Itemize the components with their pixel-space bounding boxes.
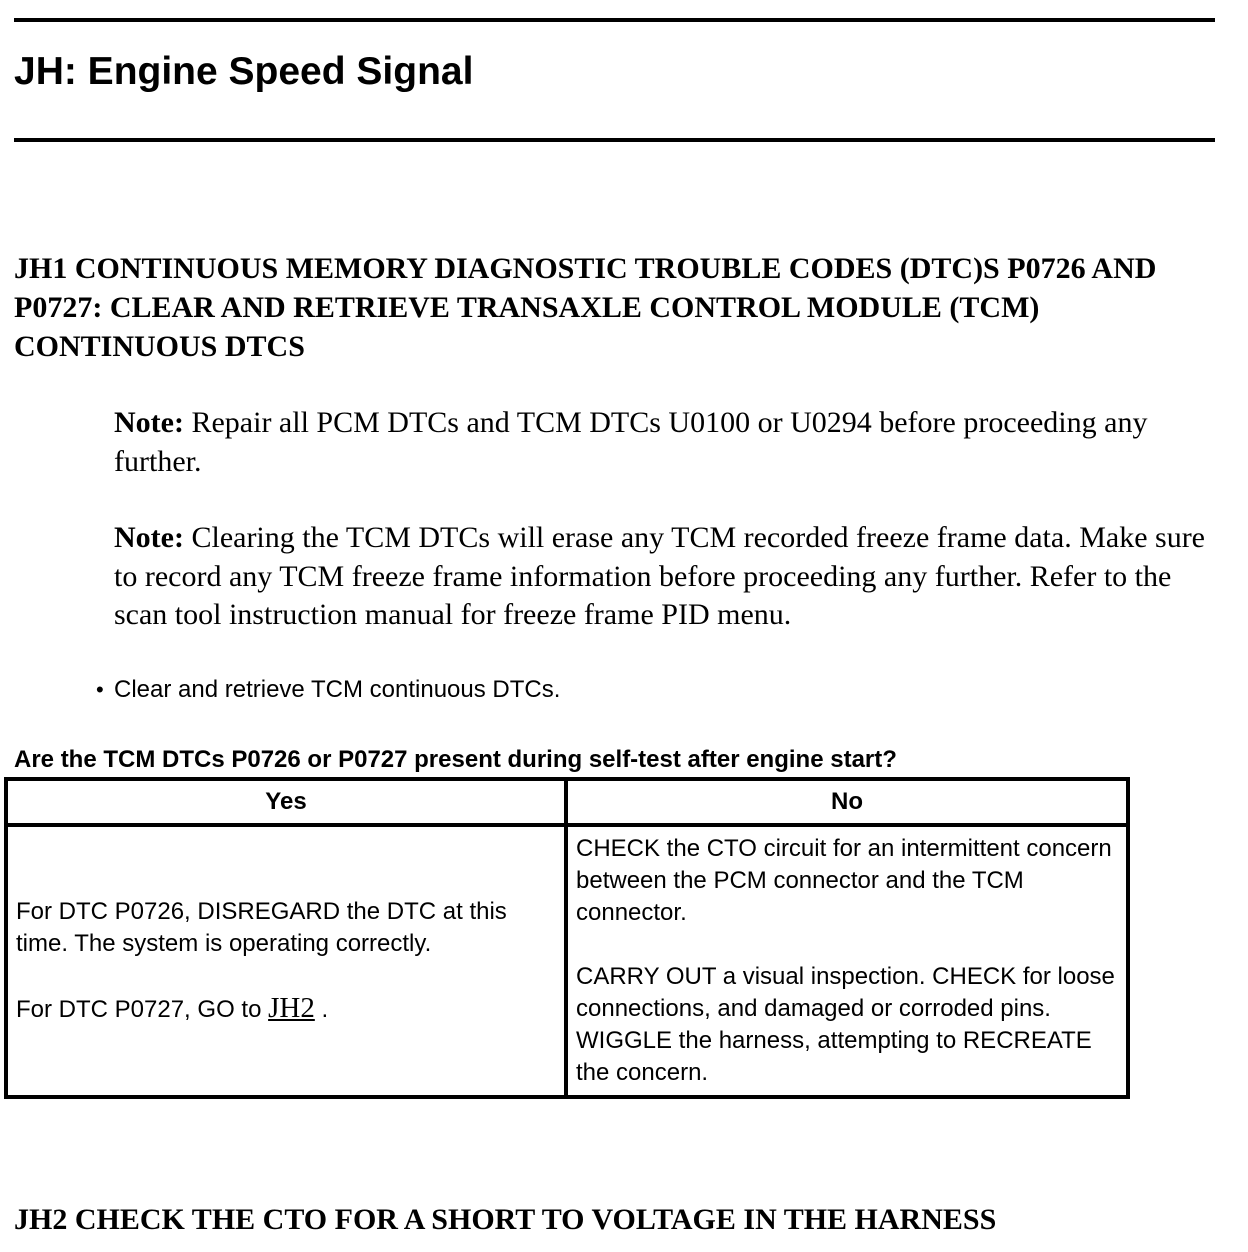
no-column-header: No bbox=[566, 779, 1128, 825]
title-top-rule bbox=[14, 18, 1215, 22]
no-cell bbox=[566, 825, 1128, 1097]
note-label: Note: bbox=[114, 521, 184, 554]
action-bullet bbox=[96, 675, 560, 705]
yes-p0727-instruction bbox=[16, 992, 556, 1026]
goto-suffix: . bbox=[314, 996, 329, 1023]
bullet-dot-icon: • bbox=[96, 677, 104, 702]
diagnostic-question: Are the TCM DTCs P0726 or P0727 present during self-test after engine start? bbox=[14, 746, 897, 773]
paragraph-gap bbox=[576, 929, 1118, 961]
yes-no-result-table bbox=[4, 777, 1130, 1099]
note-repair-dtcs bbox=[114, 404, 1224, 481]
note-label: Note: bbox=[114, 406, 184, 439]
table-row bbox=[6, 825, 1128, 1097]
jh1-heading: JH1 CONTINUOUS MEMORY DIAGNOSTIC TROUBLE CODES (DTC)S P0726 AND P0727: CLEAR AND RETRIEVE TRANSAXLE CONTROL MODULE (TCM) CONTINUOUS DTCS bbox=[14, 252, 1157, 363]
page-title: JH: Engine Speed Signal bbox=[14, 50, 474, 93]
jh2-heading: JH2 CHECK THE CTO FOR A SHORT TO VOLTAGE IN THE HARNESS bbox=[14, 1203, 997, 1236]
title-bottom-rule bbox=[14, 138, 1215, 142]
yes-p0726-instruction: For DTC P0726, DISREGARD the DTC at this time. The system is operating correctly. bbox=[16, 898, 507, 957]
yes-cell bbox=[6, 825, 566, 1097]
no-visual-inspection-instruction: CARRY OUT a visual inspection. CHECK for loose connections, and damaged or corroded pins. WIGGLE the harness, attempting to RECREATE the concern. bbox=[576, 963, 1115, 1086]
note-freeze-frame bbox=[114, 519, 1224, 635]
no-check-cto-instruction: CHECK the CTO circuit for an intermittent concern between the PCM connector and the TCM connector. bbox=[576, 835, 1112, 926]
table-header-row bbox=[6, 779, 1128, 825]
paragraph-gap bbox=[16, 960, 556, 992]
note-text: Clearing the TCM DTCs will erase any TCM recorded freeze frame data. Make sure to record any TCM freeze frame information before proceeding any further. Refer to the scan tool instruction manual for freeze frame PID menu. bbox=[114, 521, 1205, 631]
note-text: Repair all PCM DTCs and TCM DTCs U0100 or U0294 before proceeding any further. bbox=[114, 406, 1148, 478]
bullet-text: Clear and retrieve TCM continuous DTCs. bbox=[114, 676, 561, 703]
yes-column-header: Yes bbox=[6, 779, 566, 825]
jh2-link[interactable]: JH2 bbox=[268, 992, 315, 1024]
goto-prefix: For DTC P0727, GO to bbox=[16, 996, 269, 1023]
